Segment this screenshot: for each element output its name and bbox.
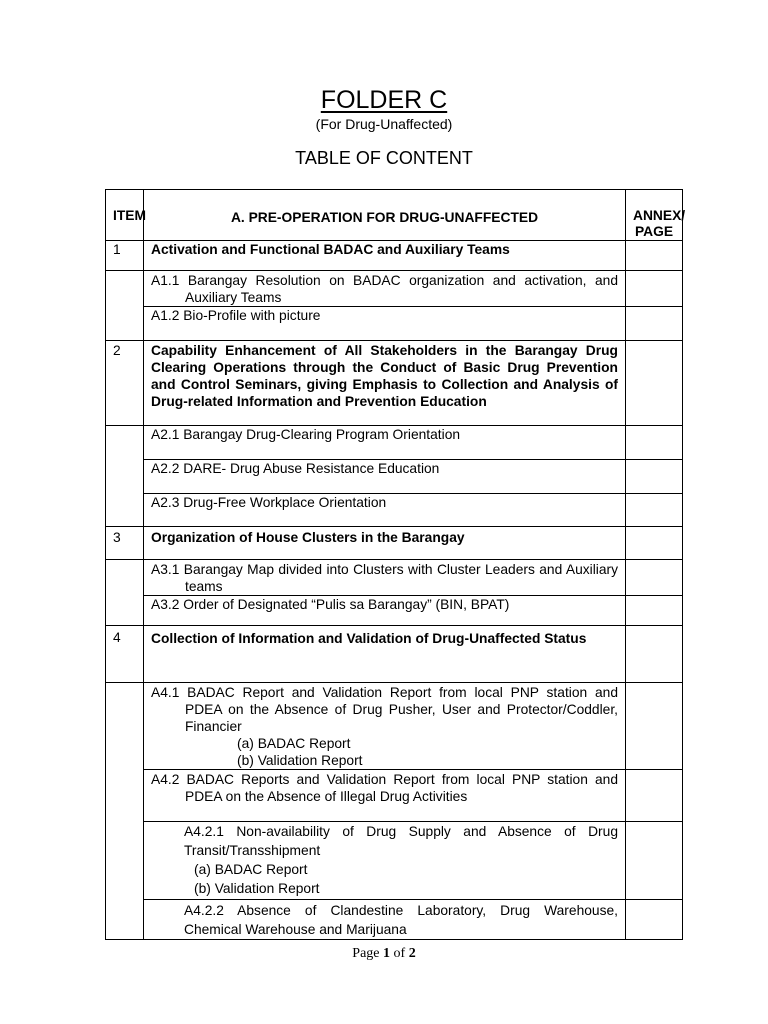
table-row [106, 494, 683, 527]
subitem-main: A4.2.1 Non-availability of Drug Supply and Absence of Drug Transit/Transshipment [184, 824, 618, 858]
item-number: 4 [106, 626, 144, 683]
item-number-empty [106, 560, 144, 626]
annex-cell [626, 596, 683, 626]
item-title: Activation and Functional BADAC and Auxiliary Teams [144, 241, 626, 271]
toc-table [105, 189, 686, 940]
subitem-text [144, 822, 626, 900]
table-row [106, 626, 683, 683]
table-row [106, 527, 683, 560]
subitem-text: A4.2 BADAC Reports and Validation Report from local PNP station and PDEA on the Absence of Illegal Drug Activities [144, 770, 626, 822]
annex-cell [626, 527, 683, 560]
table-row [106, 341, 683, 426]
item-number-empty [106, 683, 144, 940]
subitem-sub-b: (b) Validation Report [194, 881, 320, 896]
header-annex-line1: ANNEX/ [633, 208, 686, 223]
page-label: Page [352, 946, 380, 961]
table-row [106, 900, 683, 940]
document-title: FOLDER C [320, 86, 448, 114]
subitem-sub-b: (b) Validation Report [237, 753, 363, 768]
item-number: 3 [106, 527, 144, 560]
table-row [106, 770, 683, 822]
annex-cell [626, 683, 683, 770]
annex-cell [626, 271, 683, 307]
toc-heading: TABLE OF CONTENT [295, 148, 473, 168]
subitem-sub-a: (a) BADAC Report [194, 862, 308, 877]
subitem-text: A2.1 Barangay Drug-Clearing Program Orientation [144, 426, 626, 460]
table-row [106, 683, 683, 770]
annex-cell [626, 822, 683, 900]
subitem-text [144, 683, 626, 770]
annex-cell [626, 460, 683, 494]
table-row [106, 596, 683, 626]
page-footer [0, 946, 768, 962]
item-title: Collection of Information and Validation of Drug-Unaffected Status [144, 626, 626, 683]
header-annex [626, 190, 686, 241]
table-row [106, 307, 683, 341]
subitem-text: A3.2 Order of Designated “Pulis sa Barangay” (BIN, BPAT) [144, 596, 626, 626]
page-of: of [393, 946, 406, 961]
annex-cell [626, 770, 683, 822]
annex-cell [626, 426, 683, 460]
subitem-text: A1.1 Barangay Resolution on BADAC organization and activation, and Auxiliary Teams [144, 271, 626, 307]
subitem-sub-a: (a) BADAC Report [237, 736, 351, 751]
item-title: Capability Enhancement of All Stakeholders in the Barangay Drug Clearing Operations through the Conduct of Basic Drug Prevention and Control Seminars, giving Emphasis to Collection and Analysis of Drug-related Information and Prevention Education [144, 341, 626, 426]
table-row [106, 426, 683, 460]
subitem-text: A2.2 DARE- Drug Abuse Resistance Education [144, 460, 626, 494]
table-row [106, 460, 683, 494]
item-number-empty [106, 426, 144, 527]
subitem-text: A1.2 Bio-Profile with picture [144, 307, 626, 341]
header-section: A. PRE-OPERATION FOR DRUG-UNAFFECTED [144, 190, 626, 241]
annex-cell [626, 241, 683, 271]
item-number: 2 [106, 341, 144, 426]
table-row [106, 560, 683, 596]
subitem-text: A2.3 Drug-Free Workplace Orientation [144, 494, 626, 527]
header-item: ITEM [106, 190, 144, 241]
table-header-row [106, 190, 683, 241]
table-row [106, 271, 683, 307]
annex-cell [626, 560, 683, 596]
page-total: 2 [408, 946, 416, 961]
annex-cell [626, 341, 683, 426]
page-current: 1 [383, 946, 391, 961]
annex-cell [626, 900, 683, 940]
item-number: 1 [106, 241, 144, 271]
annex-cell [626, 494, 683, 527]
subitem-text: A3.1 Barangay Map divided into Clusters with Cluster Leaders and Auxiliary teams [144, 560, 626, 596]
subitem-text: A4.2.2 Absence of Clandestine Laboratory, Drug Warehouse, Chemical Warehouse and Marijuana [144, 900, 626, 940]
annex-cell [626, 307, 683, 341]
annex-cell [626, 626, 683, 683]
subitem-main: A4.1 BADAC Report and Validation Report from local PNP station and PDEA on the Absence of Drug Pusher, User and Protector/Coddler, Financier [151, 685, 618, 734]
table-row [106, 241, 683, 271]
header-annex-line2: PAGE [634, 224, 674, 239]
table-row [106, 822, 683, 900]
item-title: Organization of House Clusters in the Barangay [144, 527, 626, 560]
document-subtitle: (For Drug-Unaffected) [315, 116, 453, 132]
item-number-empty [106, 271, 144, 341]
